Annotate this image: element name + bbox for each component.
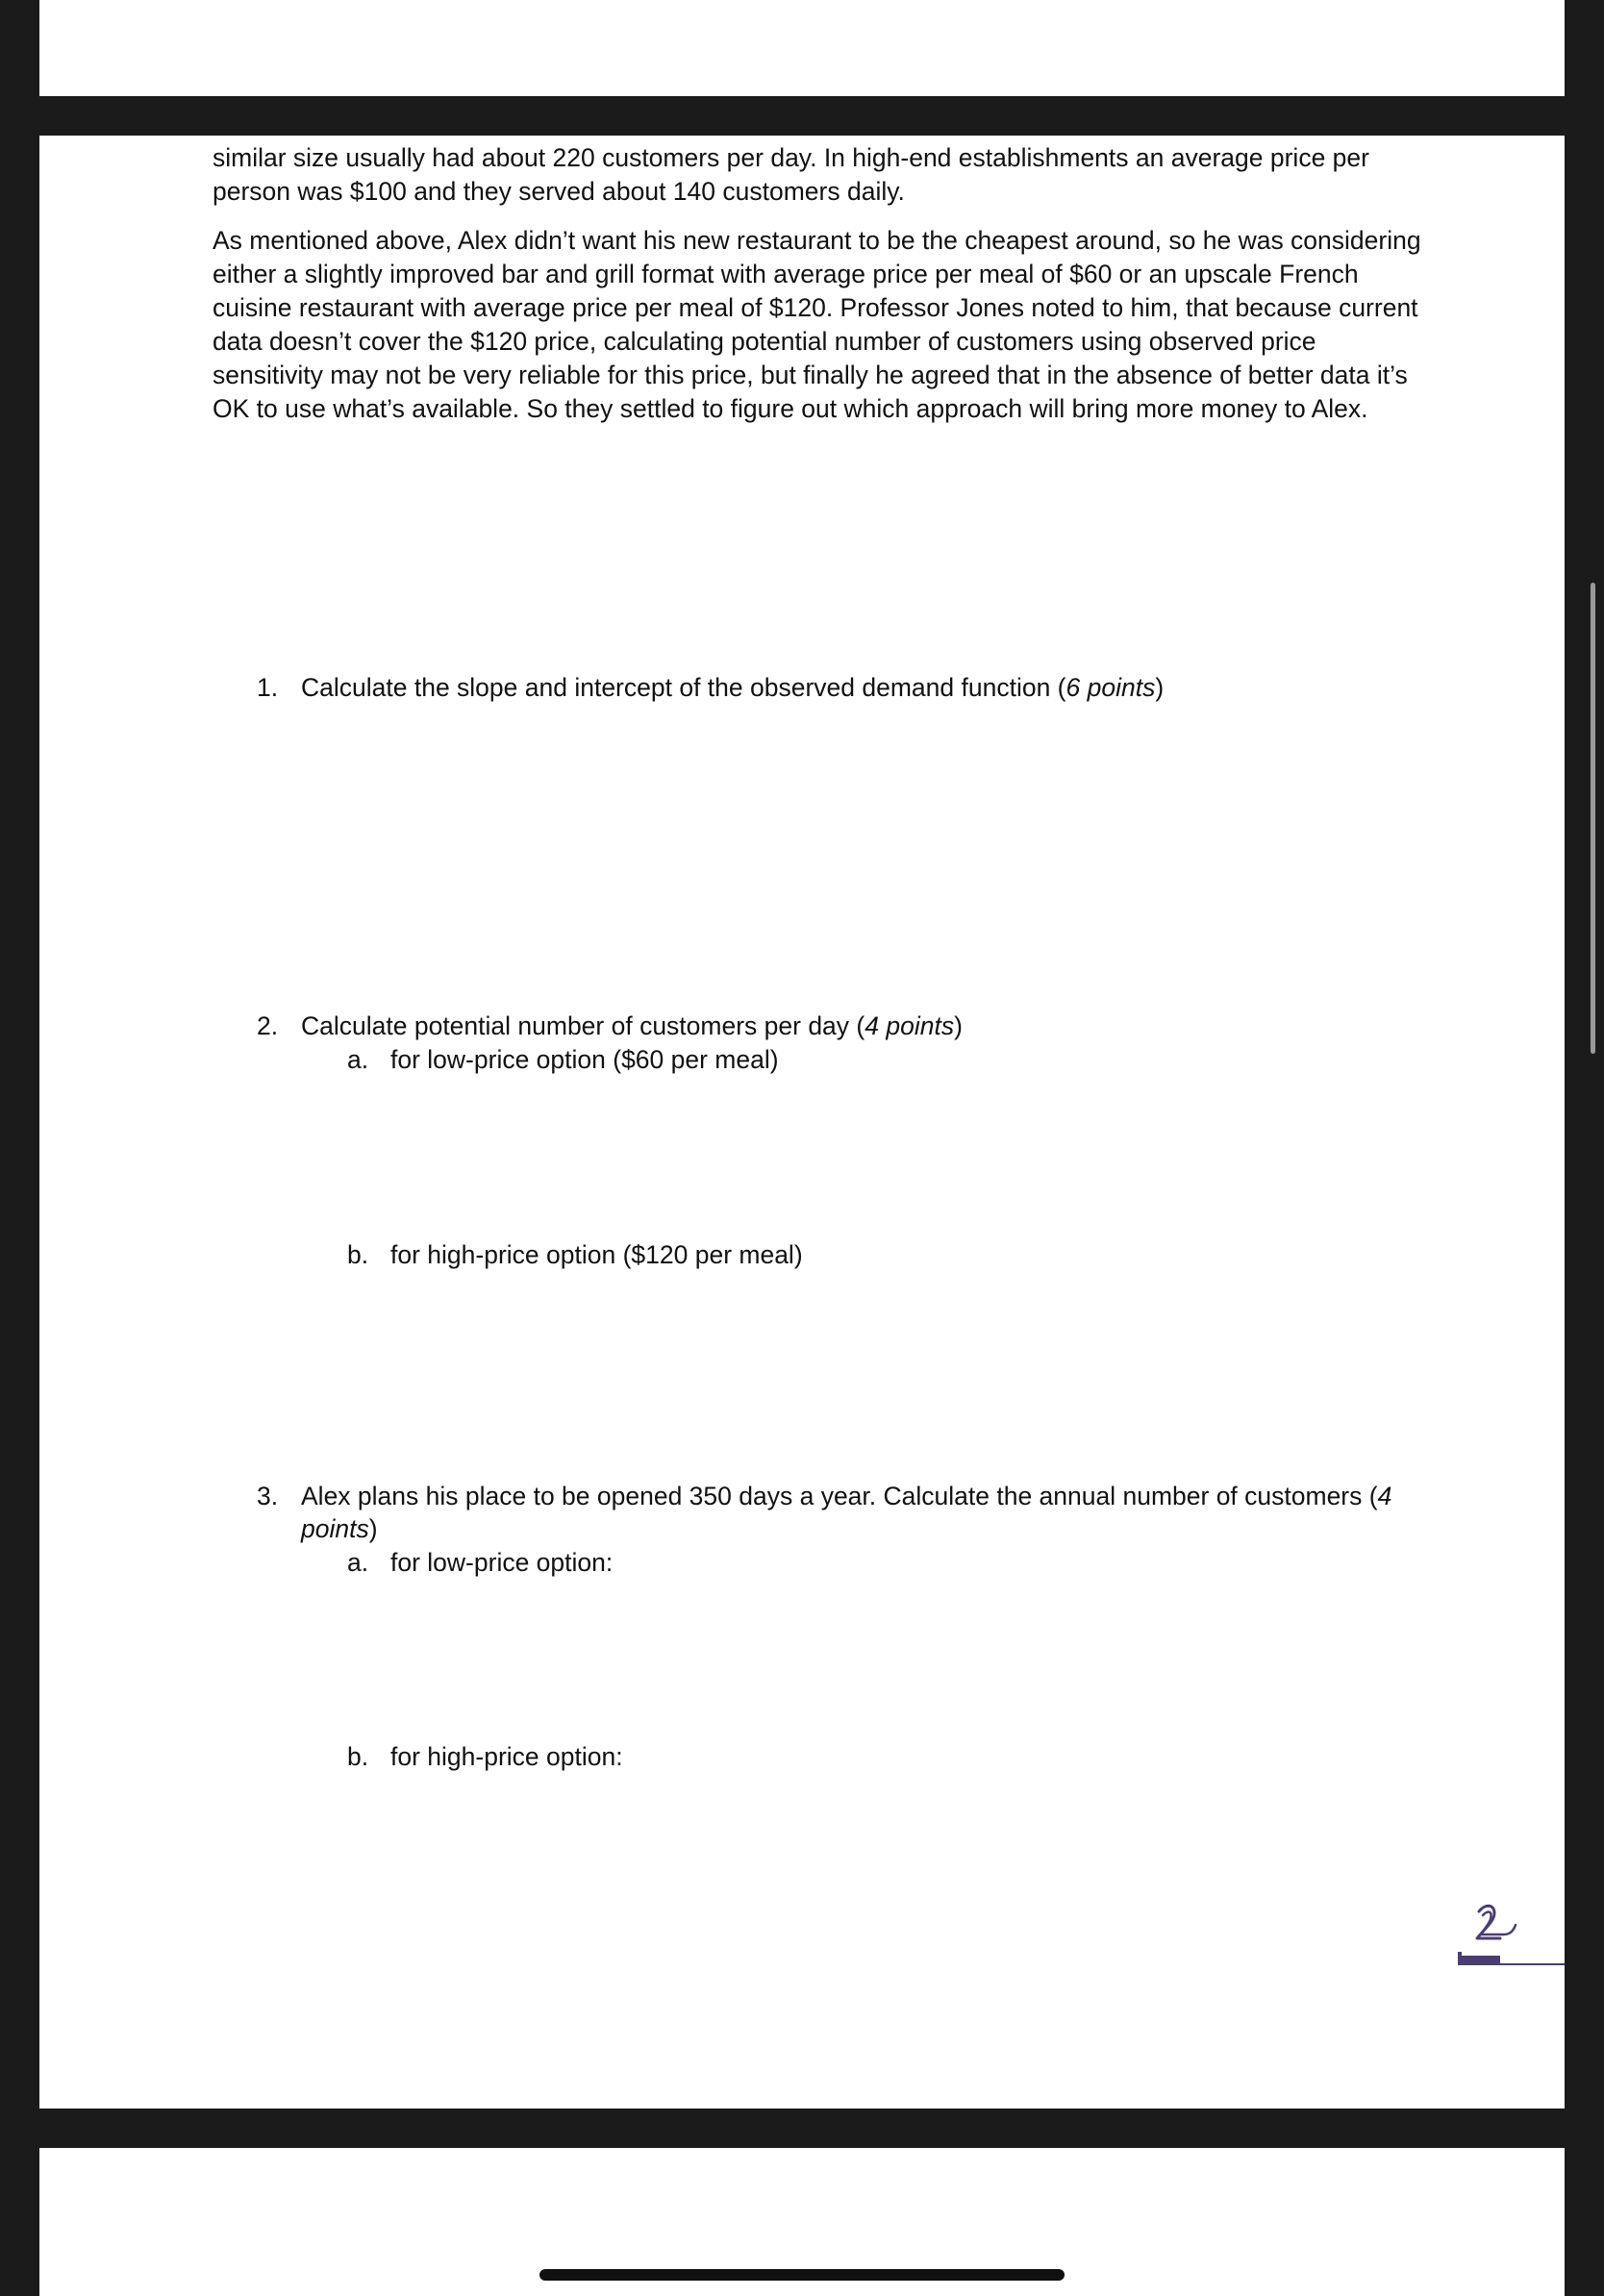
home-indicator[interactable]	[539, 2269, 1065, 2281]
question-1-text	[301, 671, 1164, 705]
question-3-points-part-2: points	[301, 1514, 369, 1543]
question-2a-text: for low-price option ($60 per meal)	[390, 1045, 779, 1074]
paragraph-2-line-3: cuisine restaurant with average price per meal of $120. Professor Jones noted to him, that because current	[213, 293, 1418, 322]
question-3-close: )	[368, 1514, 378, 1543]
question-1-prompt: Calculate the slope and intercept of the observed demand function (	[301, 673, 1066, 702]
question-2b-text: for high-price option ($120 per meal)	[390, 1240, 803, 1269]
paragraph-2-line-1: As mentioned above, Alex didn’t want his new restaurant to be the cheapest around, so he was considering	[213, 226, 1421, 255]
question-1-close: )	[1155, 673, 1165, 702]
paragraph-2-line-6: OK to use what’s available. So they settled to figure out which approach will bring more money to Alex.	[213, 394, 1368, 423]
paragraph-2-line-2: either a slightly improved bar and grill format with average price per meal of $60 or an upscale French	[213, 260, 1359, 288]
page-number-underline	[1458, 1963, 1565, 1965]
vertical-scrollbar[interactable]	[1591, 583, 1595, 1054]
question-3-points-part-1: 4	[1377, 1482, 1392, 1510]
paragraph-2-line-4: data doesn’t cover the $120 price, calculating potential number of customers using observed price	[213, 327, 1316, 356]
question-3a-letter: a.	[347, 1548, 369, 1577]
question-3-number: 3.	[257, 1482, 279, 1510]
question-3-text	[301, 1480, 1391, 1513]
question-3b-letter: b.	[347, 1742, 369, 1771]
paragraph-2-line-5: sensitivity may not be very reliable for this price, but finally he agreed that in the absence of better data it’s	[213, 361, 1408, 389]
document-page	[39, 136, 1565, 2109]
question-2a-letter: a.	[347, 1045, 369, 1074]
question-3b-text: for high-price option:	[390, 1742, 623, 1771]
question-3-text-continued	[301, 1512, 378, 1546]
question-2-number: 2.	[257, 1011, 279, 1040]
question-3a-text: for low-price option:	[390, 1548, 614, 1577]
question-2-close: )	[954, 1011, 963, 1040]
paragraph-1-line-2: person was $100 and they served about 140 customers daily.	[213, 177, 905, 206]
previous-page	[39, 0, 1565, 96]
question-2-prompt: Calculate potential number of customers per day (	[301, 1011, 865, 1040]
page-number-2-icon	[1471, 1902, 1521, 1946]
paragraph-2	[213, 224, 1463, 426]
question-3-prompt: Alex plans his place to be opened 350 days a year. Calculate the annual number of customers (	[301, 1482, 1378, 1510]
question-2b-letter: b.	[347, 1240, 369, 1269]
question-2-text	[301, 1010, 963, 1043]
paragraph-1	[213, 141, 1463, 209]
question-1-points: 6 points	[1065, 673, 1156, 702]
question-2-points: 4 points	[865, 1011, 955, 1040]
paragraph-1-line-1: similar size usually had about 220 customers per day. In high-end establishments an average price per	[213, 143, 1369, 172]
question-1-number: 1.	[257, 673, 279, 702]
